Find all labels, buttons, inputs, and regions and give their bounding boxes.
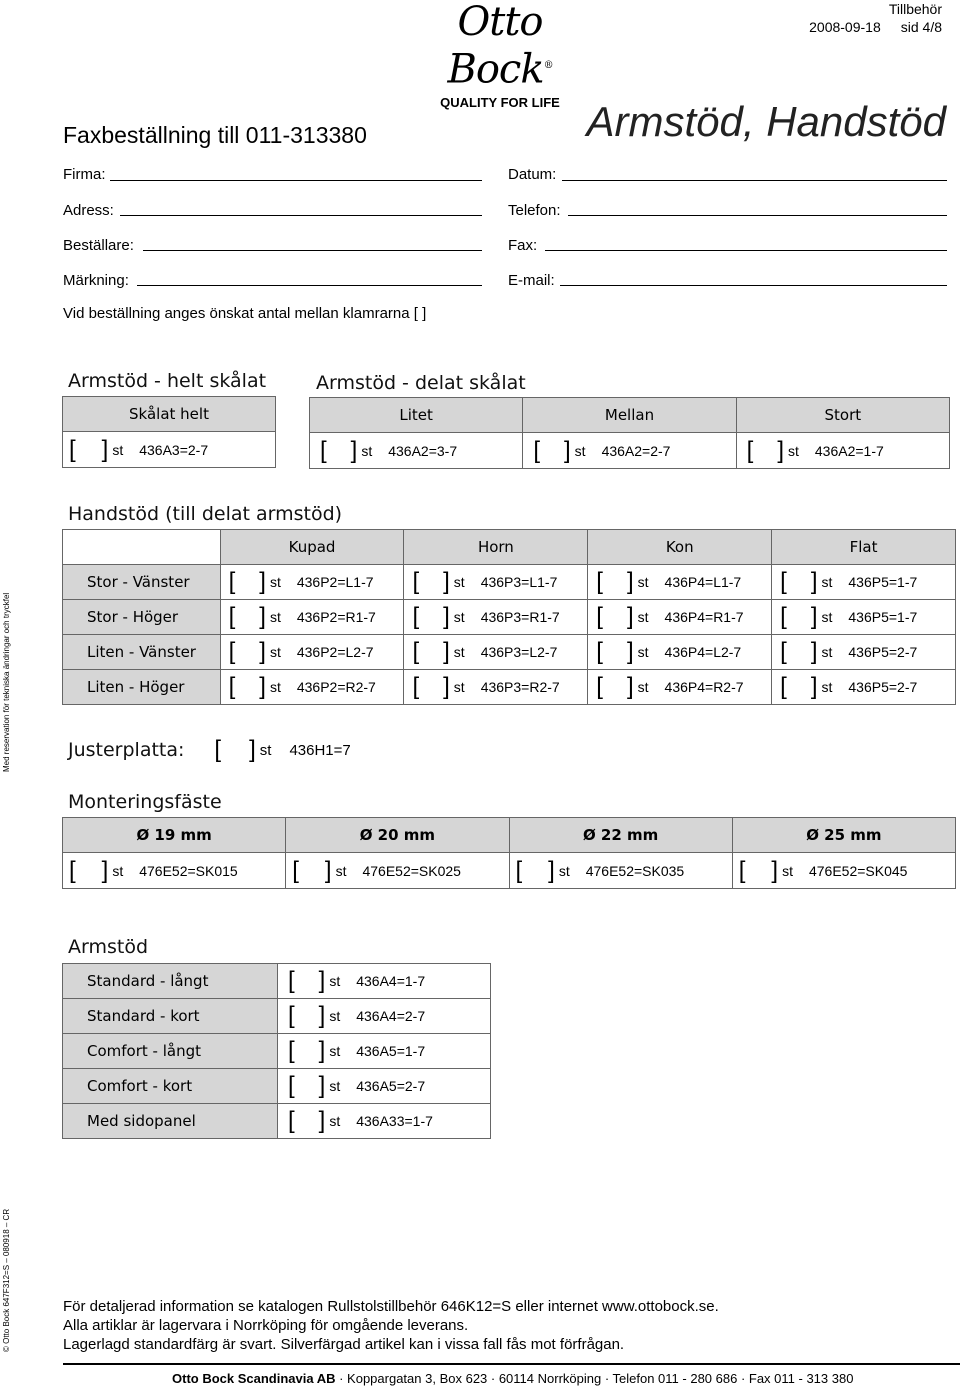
- bracket-open: [: [780, 673, 787, 700]
- datum-label: Datum:: [508, 166, 557, 183]
- order-cell: [772, 635, 956, 670]
- justerplatta-row: [68, 738, 351, 762]
- bracket-open: [: [288, 1037, 295, 1064]
- unit-label: st: [329, 1113, 341, 1129]
- datum-field[interactable]: [562, 180, 947, 181]
- handstod-row: [63, 670, 956, 705]
- bracket-open: [: [596, 603, 603, 630]
- bracket-close: ]: [259, 638, 266, 665]
- handstod-row-label: Stor - Vänster: [63, 565, 221, 600]
- quantity-input[interactable]: [295, 1075, 319, 1097]
- monteringsfaste-title: Monteringsfäste: [68, 791, 222, 813]
- telefon-field[interactable]: [568, 215, 947, 216]
- article-code: 436A3=2-7: [139, 441, 209, 458]
- footer-line: Alla artiklar är lagervara i Norrköping för omgående leverans.: [63, 1317, 469, 1334]
- quantity-input[interactable]: [235, 571, 259, 593]
- armstod-row-label: Comfort - kort: [63, 1069, 278, 1104]
- quantity-input[interactable]: [787, 641, 811, 663]
- armstod-row: [63, 1034, 491, 1069]
- article-code: 436P2=R2-7: [296, 679, 376, 695]
- bracket-close: ]: [249, 736, 256, 763]
- quantity-input[interactable]: [76, 860, 102, 882]
- quantity-input[interactable]: [419, 676, 443, 698]
- order-cell: [404, 635, 588, 670]
- article-code: 436H1=7: [289, 741, 351, 759]
- page-title: Armstöd, Handstöd: [586, 98, 946, 145]
- bracket-open: [: [780, 568, 787, 595]
- bracket-open: [: [288, 1072, 295, 1099]
- bracket-open: [: [320, 436, 327, 464]
- armstod-delat-table: [309, 397, 950, 469]
- bracket-open: [: [515, 856, 523, 884]
- armstod-row: [63, 1104, 491, 1139]
- bracket-close: ]: [626, 568, 634, 595]
- bracket-close: ]: [810, 603, 818, 630]
- order-cell: [278, 1034, 491, 1069]
- order-cell: [63, 432, 276, 468]
- quantity-input[interactable]: [76, 439, 102, 461]
- bracket-open: [: [288, 967, 295, 994]
- quantity-input[interactable]: [221, 739, 249, 761]
- quantity-input[interactable]: [419, 606, 443, 628]
- unit-label: st: [269, 644, 281, 660]
- unit-label: st: [329, 973, 341, 989]
- bracket-close: ]: [350, 436, 358, 464]
- bracket-open: [: [69, 856, 76, 884]
- armstod-delat-header: Litet: [310, 398, 523, 433]
- unit-label: st: [112, 862, 124, 879]
- armstod-table: [62, 963, 491, 1139]
- article-code: 476E52=SK035: [585, 862, 685, 879]
- footer-address: [172, 1371, 853, 1386]
- bracket-close: ]: [771, 856, 779, 884]
- quantity-input[interactable]: [753, 440, 777, 462]
- diameter-header: Ø 22 mm: [509, 818, 732, 853]
- handstod-row-label: Liten - Vänster: [63, 635, 221, 670]
- bracket-close: ]: [318, 967, 326, 994]
- armstod-delat-header: Mellan: [523, 398, 736, 433]
- bracket-open: [: [69, 435, 76, 463]
- handstod-header: Horn: [404, 530, 588, 565]
- order-cell: [736, 433, 949, 469]
- handstod-header: Kupad: [220, 530, 404, 565]
- article-code: 436P4=R2-7: [664, 679, 744, 695]
- order-cell: [588, 670, 772, 705]
- header-page: sid 4/8: [900, 19, 942, 35]
- copyright-side-text: © Otto Bock 647F312=S – 080918 – CR: [2, 1208, 11, 1352]
- unit-label: st: [259, 741, 272, 759]
- order-cell: [220, 600, 404, 635]
- unit-label: st: [329, 1008, 341, 1024]
- article-code: 436P3=R1-7: [480, 609, 560, 625]
- bestallare-label: Beställare:: [63, 237, 134, 254]
- armstod-row: [63, 964, 491, 999]
- article-code: 436A5=1-7: [356, 1043, 426, 1059]
- quantity-input[interactable]: [522, 860, 548, 882]
- quantity-input[interactable]: [603, 571, 627, 593]
- unit-label: st: [637, 644, 649, 660]
- bracket-open: [: [292, 856, 299, 884]
- armstod-helt-header: Skålat helt: [63, 397, 276, 432]
- bracket-open: [: [533, 436, 540, 464]
- handstod-header: Flat: [772, 530, 956, 565]
- order-cell: [772, 565, 956, 600]
- order-cell: [278, 1069, 491, 1104]
- bracket-close: ]: [626, 638, 634, 665]
- order-cell: [588, 635, 772, 670]
- bracket-open: [: [596, 673, 603, 700]
- fax-field[interactable]: [545, 250, 947, 251]
- bracket-close: ]: [626, 673, 634, 700]
- handstod-header: Kon: [588, 530, 772, 565]
- logo-tagline: QUALITY FOR LIFE: [440, 95, 560, 111]
- fax-label: Fax:: [508, 237, 538, 254]
- order-cell: [220, 565, 404, 600]
- bracket-close: ]: [810, 638, 818, 665]
- order-cell: [523, 433, 736, 469]
- adress-field[interactable]: [120, 215, 482, 216]
- bracket-open: [: [228, 638, 236, 665]
- logo-registered: ®: [543, 60, 553, 71]
- bracket-open: [: [412, 603, 420, 630]
- bracket-close: ]: [443, 673, 450, 700]
- bracket-close: ]: [318, 1037, 326, 1064]
- bracket-open: [: [412, 638, 420, 665]
- article-code: 436P4=R1-7: [664, 609, 744, 625]
- armstod-row: [63, 1069, 491, 1104]
- order-cell: [310, 433, 523, 469]
- quantity-input[interactable]: [295, 1005, 319, 1027]
- handstod-row-label: Stor - Höger: [63, 600, 221, 635]
- bracket-close: ]: [318, 1072, 326, 1099]
- unit-label: st: [821, 574, 833, 590]
- diameter-header: Ø 19 mm: [63, 818, 286, 853]
- article-code: 436A2=2-7: [601, 442, 671, 459]
- markning-field[interactable]: [137, 285, 482, 286]
- armstod-helt-title: Armstöd - helt skålat: [68, 370, 267, 392]
- article-code: 436A2=1-7: [814, 442, 884, 459]
- quantity-input[interactable]: [787, 676, 811, 698]
- footer-company: Otto Bock Scandinavia AB: [172, 1371, 336, 1386]
- bracket-open: [: [596, 638, 603, 665]
- bracket-open: [: [780, 638, 787, 665]
- quantity-input[interactable]: [745, 860, 771, 882]
- quantity-input[interactable]: [295, 970, 319, 992]
- order-cell: [404, 600, 588, 635]
- order-cell: [772, 670, 956, 705]
- quantity-input[interactable]: [787, 571, 811, 593]
- bracket-close: ]: [318, 1107, 326, 1134]
- article-code: 436P2=L2-7: [296, 644, 374, 660]
- fax-title: Faxbeställning till 011-313380: [63, 122, 367, 148]
- bracket-open: [: [412, 568, 420, 595]
- diameter-header: Ø 25 mm: [732, 818, 955, 853]
- reservation-side-text: Med reservation för tekniska ändringar och tryckfel: [2, 592, 11, 772]
- order-cell: [278, 999, 491, 1034]
- bracket-close: ]: [259, 568, 266, 595]
- order-cell: [404, 670, 588, 705]
- logo-text: Otto Bock: [447, 0, 544, 93]
- article-code: 436P5=2-7: [848, 644, 918, 660]
- armstod-row-label: Standard - långt: [63, 964, 278, 999]
- handstod-row-label: Liten - Höger: [63, 670, 221, 705]
- monteringsfaste-table: [62, 817, 956, 889]
- footer-divider: [63, 1363, 960, 1365]
- header-date: 2008-09-18: [809, 19, 881, 35]
- article-code: 436P3=L1-7: [480, 574, 558, 590]
- unit-label: st: [361, 442, 373, 459]
- email-label: E-mail:: [508, 272, 555, 289]
- bracket-close: ]: [101, 435, 109, 463]
- footer-line: För detaljerad information se katalogen Rullstolstillbehör 646K12=S eller internet www.ottobock.se.: [63, 1298, 719, 1315]
- article-code: 436P2=R1-7: [296, 609, 376, 625]
- armstod-row-label: Comfort - långt: [63, 1034, 278, 1069]
- unit-label: st: [558, 862, 570, 879]
- article-code: 436A4=2-7: [356, 1008, 426, 1024]
- diameter-header: Ø 20 mm: [286, 818, 509, 853]
- article-code: 476E52=SK015: [139, 862, 238, 879]
- bracket-open: [: [596, 568, 603, 595]
- unit-label: st: [821, 644, 833, 660]
- quantity-input[interactable]: [235, 606, 259, 628]
- article-code: 436P2=L1-7: [296, 574, 374, 590]
- order-cell: [63, 853, 286, 889]
- unit-label: st: [637, 609, 649, 625]
- article-code: 436A33=1-7: [356, 1113, 433, 1129]
- quantity-input[interactable]: [295, 1110, 319, 1132]
- quantity-input[interactable]: [603, 606, 627, 628]
- bracket-open: [: [228, 603, 236, 630]
- unit-label: st: [453, 679, 465, 695]
- armstod-helt-table: [62, 396, 276, 468]
- bracket-close: ]: [259, 673, 266, 700]
- order-cell: [404, 565, 588, 600]
- article-code: 436P3=R2-7: [480, 679, 560, 695]
- armstod-row-label: Med sidopanel: [63, 1104, 278, 1139]
- article-code: 436P5=1-7: [848, 574, 918, 590]
- bracket-close: ]: [318, 1002, 326, 1029]
- bracket-open: [: [746, 436, 754, 464]
- bracket-close: ]: [564, 436, 571, 464]
- markning-label: Märkning:: [63, 272, 129, 289]
- quantity-input[interactable]: [419, 641, 443, 663]
- unit-label: st: [335, 862, 347, 879]
- bracket-close: ]: [810, 568, 818, 595]
- otto-bock-logo: [400, 0, 600, 111]
- quantity-input[interactable]: [603, 676, 627, 698]
- unit-label: st: [269, 679, 281, 695]
- armstod-delat-title: Armstöd - delat skålat: [316, 372, 526, 394]
- armstod-row: [63, 999, 491, 1034]
- unit-label: st: [112, 441, 124, 458]
- firma-field[interactable]: [110, 180, 482, 181]
- bracket-open: [: [738, 856, 746, 884]
- bracket-open: [: [228, 673, 236, 700]
- bracket-close: ]: [324, 856, 332, 884]
- order-cell: [220, 635, 404, 670]
- armstod-row-label: Standard - kort: [63, 999, 278, 1034]
- handstod-table: [62, 529, 956, 705]
- order-cell: [588, 565, 772, 600]
- bracket-close: ]: [548, 856, 555, 884]
- bestallare-field[interactable]: [143, 250, 482, 251]
- handstod-corner: [63, 530, 221, 565]
- firma-label: Firma:: [63, 166, 106, 183]
- bracket-open: [: [412, 673, 420, 700]
- justerplatta-label: Justerplatta:: [68, 739, 185, 761]
- bracket-close: ]: [777, 436, 784, 464]
- quantity-input[interactable]: [603, 641, 627, 663]
- footer-info: [63, 1297, 719, 1354]
- handstod-row: [63, 635, 956, 670]
- bracket-close: ]: [101, 856, 109, 884]
- unit-label: st: [269, 609, 281, 625]
- quantity-input[interactable]: [540, 440, 564, 462]
- quantity-input[interactable]: [235, 676, 259, 698]
- bracket-open: [: [214, 736, 222, 763]
- article-code: 436P3=L2-7: [480, 644, 558, 660]
- bracket-open: [: [288, 1002, 295, 1029]
- unit-label: st: [453, 609, 465, 625]
- unit-label: st: [821, 679, 833, 695]
- footer-contact: · Koppargatan 3, Box 623 · 60114 Norrköping · Telefon 011 - 280 686 · Fax 011 - 313 380: [335, 1371, 854, 1386]
- bracket-close: ]: [626, 603, 634, 630]
- unit-label: st: [782, 862, 793, 879]
- order-cell: [278, 964, 491, 999]
- unit-label: st: [637, 574, 649, 590]
- bracket-open: [: [288, 1107, 295, 1134]
- article-code: 476E52=SK025: [362, 862, 461, 879]
- quantity-input[interactable]: [787, 606, 811, 628]
- bracket-close: ]: [810, 673, 818, 700]
- order-cell: [588, 600, 772, 635]
- adress-label: Adress:: [63, 202, 114, 219]
- order-cell: [732, 853, 955, 889]
- order-cell: [220, 670, 404, 705]
- unit-label: st: [329, 1078, 341, 1094]
- bracket-open: [: [228, 568, 236, 595]
- unit-label: st: [637, 679, 649, 695]
- telefon-label: Telefon:: [508, 202, 561, 219]
- article-code: 436A5=2-7: [356, 1078, 426, 1094]
- order-cell: [278, 1104, 491, 1139]
- bracket-close: ]: [443, 568, 450, 595]
- handstod-title: Handstöd (till delat armstöd): [68, 503, 343, 525]
- order-cell: [286, 853, 509, 889]
- order-note: Vid beställning anges önskat antal mellan klamrarna [ ]: [63, 305, 427, 322]
- bracket-close: ]: [443, 638, 450, 665]
- article-code: 476E52=SK045: [808, 862, 908, 879]
- header-category: Tillbehör: [888, 1, 942, 17]
- unit-label: st: [269, 574, 281, 590]
- armstod-delat-header: Stort: [736, 398, 949, 433]
- order-cell: [772, 600, 956, 635]
- quantity-input[interactable]: [295, 1040, 319, 1062]
- article-code: 436P5=2-7: [848, 679, 918, 695]
- quantity-input[interactable]: [235, 641, 259, 663]
- unit-label: st: [453, 644, 465, 660]
- bracket-close: ]: [259, 603, 266, 630]
- footer-line: Lagerlagd standardfärg är svart. Silverfärgad artikel kan i vissa fall fås mot förfrågan.: [63, 1336, 625, 1353]
- quantity-input[interactable]: [327, 440, 351, 462]
- unit-label: st: [329, 1043, 341, 1059]
- email-field[interactable]: [560, 285, 947, 286]
- handstod-row: [63, 565, 956, 600]
- order-cell: [509, 853, 732, 889]
- bracket-open: [: [780, 603, 787, 630]
- article-code: 436P4=L2-7: [664, 644, 742, 660]
- unit-label: st: [821, 609, 833, 625]
- unit-label: st: [453, 574, 465, 590]
- article-code: 436A2=3-7: [388, 442, 458, 459]
- article-code: 436A4=1-7: [356, 973, 426, 989]
- quantity-input[interactable]: [419, 571, 443, 593]
- article-code: 436P4=L1-7: [664, 574, 742, 590]
- article-code: 436P5=1-7: [848, 609, 918, 625]
- quantity-input[interactable]: [299, 860, 325, 882]
- unit-label: st: [788, 442, 799, 459]
- handstod-row: [63, 600, 956, 635]
- bracket-close: ]: [443, 603, 450, 630]
- header-meta: [809, 0, 942, 36]
- armstod-title: Armstöd: [68, 936, 149, 958]
- unit-label: st: [574, 442, 586, 459]
